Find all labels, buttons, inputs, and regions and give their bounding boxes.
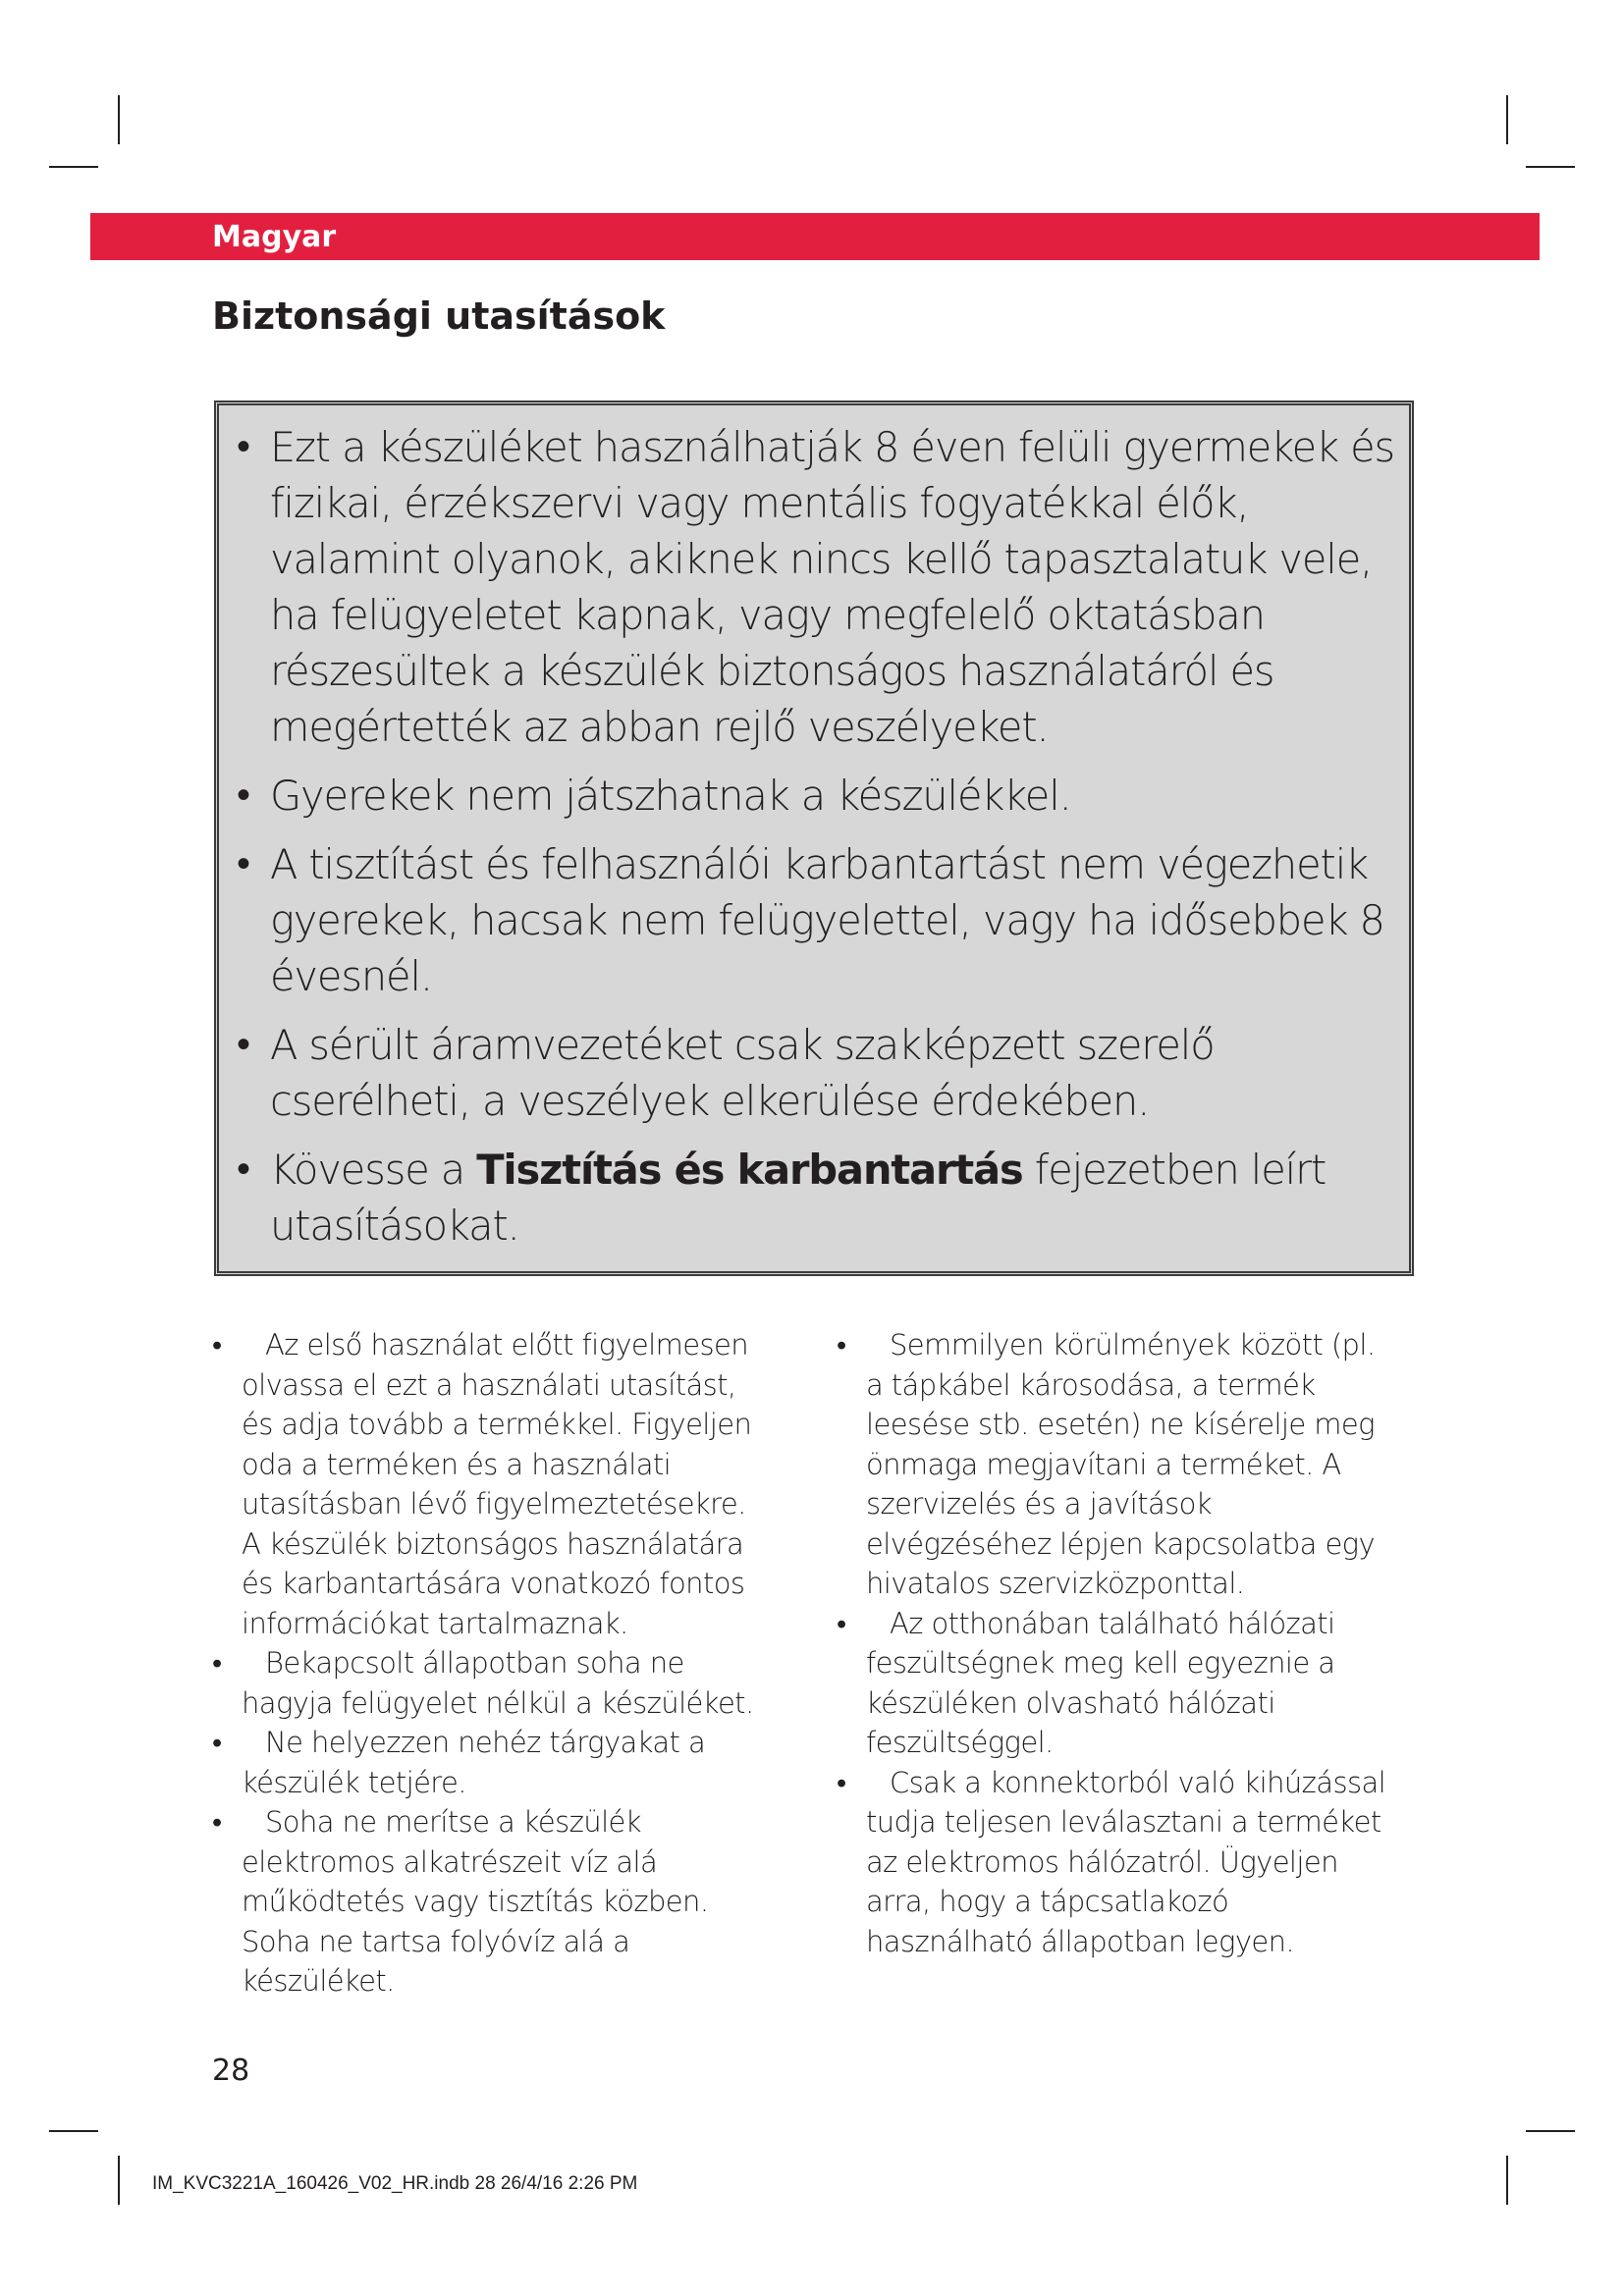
bullet-icon: • [237,841,249,886]
bullet-icon: • [237,1147,249,1192]
warning-list [237,419,1409,1254]
warning-item: • Kövesse a Tisztítás és karbantartás fejezetben leírt utasításokat. [237,1142,1409,1254]
list-item: • Semmilyen körülmények között (pl. a tápkábel károsodása, a termék leesése stb. esetén) ne kísérelje meg önmaga megjavítani a terméket. A szervizelés és a javítások elvégzéséhez lépjen kapcsolatba egy hivatalos szervizközponttal. [837,1325,1386,1604]
page-title: Biztonsági utasítások [212,294,666,338]
bullet-icon: • [212,1328,222,1362]
page-number: 28 [212,2054,250,2088]
right-column [837,1325,1386,1961]
bullet-icon: • [837,1328,846,1362]
bullet-icon: • [212,1805,222,1839]
list-item: • Az első használat előtt figyelmesen olvassa el ezt a használati utasítást, és adja tovább a termékkel. Figyeljen oda a terméken és a használati utasításban lévő figyelmeztetésekre. A készülék biztonságos használatára és karbantartására vonatkozó fontos információkat tartalmaznak. [212,1325,762,1643]
crop-mark-top-right-vertical [1506,95,1508,144]
crop-mark-bottom-left-horizontal [49,2130,98,2132]
warning-item: • A tisztítást és felhasználói karbantartást nem végezhetik gyerekek, hacsak nem felügyelettel, vagy ha idősebbek 8 évesnél. [237,836,1409,1004]
bullet-icon: • [212,1726,222,1759]
bullet-icon: • [237,773,249,818]
print-slug: IM_KVC3221A_160426_V02_HR.indb 28 26/4/16 2:26 PM [152,2173,638,2194]
crop-mark-top-left-horizontal [49,166,98,168]
list-item: • Csak a konnektorból való kihúzással tudja teljesen leválasztani a terméket az elektromos hálózatról. Ügyeljen arra, hogy a tápcsatlakozó használható állapotban legyen. [837,1763,1386,1962]
bullet-icon: • [212,1646,222,1680]
chapter-reference: Tisztítás és karbantartás [476,1146,1023,1194]
left-column [212,1325,762,2002]
crop-mark-bottom-right-vertical [1506,2156,1508,2205]
list-item: • Bekapcsolt állapotban soha ne hagyja felügyelet nélkül a készüléket. [212,1643,762,1723]
left-instruction-list [212,1325,762,2002]
language-label: Magyar [212,220,337,254]
list-item: • Az otthonában található hálózati feszültségnek meg kell egyeznie a készüléken olvasható hálózati feszültséggel. [837,1604,1386,1763]
crop-mark-bottom-left-vertical [118,2156,120,2205]
warning-box [214,400,1414,1276]
crop-mark-top-left-vertical [118,95,120,144]
bullet-icon: • [837,1606,846,1640]
warning-item: • Gyerekek nem játszhatnak a készülékkel. [237,768,1409,824]
warning-item: • Ezt a készüléket használhatják 8 éven felüli gyermekek és fizikai, érzékszervi vagy mentális fogyatékkal élők, valamint olyanok, akiknek nincs kellő tapasztalatuk vele, ha felügyeletet kapnak, vagy megfelelő oktatásban részesültek a készülék biztonságos használatáról és megértették az abban rejlő veszélyeket. [237,419,1409,755]
list-item: • Soha ne merítse a készülék elektromos alkatrészeit víz alá működtetés vagy tisztítás közben. Soha ne tartsa folyóvíz alá a készüléket. [212,1802,762,2002]
crop-mark-top-right-horizontal [1526,166,1575,168]
warning-item: • A sérült áramvezetéket csak szakképzett szerelő cserélheti, a veszélyek elkerülése érdekében. [237,1017,1409,1129]
bullet-icon: • [237,424,249,469]
bullet-icon: • [237,1022,249,1067]
crop-mark-bottom-right-horizontal [1526,2130,1575,2132]
list-item: • Ne helyezzen nehéz tárgyakat a készülék tetjére. [212,1723,762,1802]
bullet-icon: • [837,1765,846,1799]
language-bar [90,213,1540,260]
right-instruction-list [837,1325,1386,1961]
